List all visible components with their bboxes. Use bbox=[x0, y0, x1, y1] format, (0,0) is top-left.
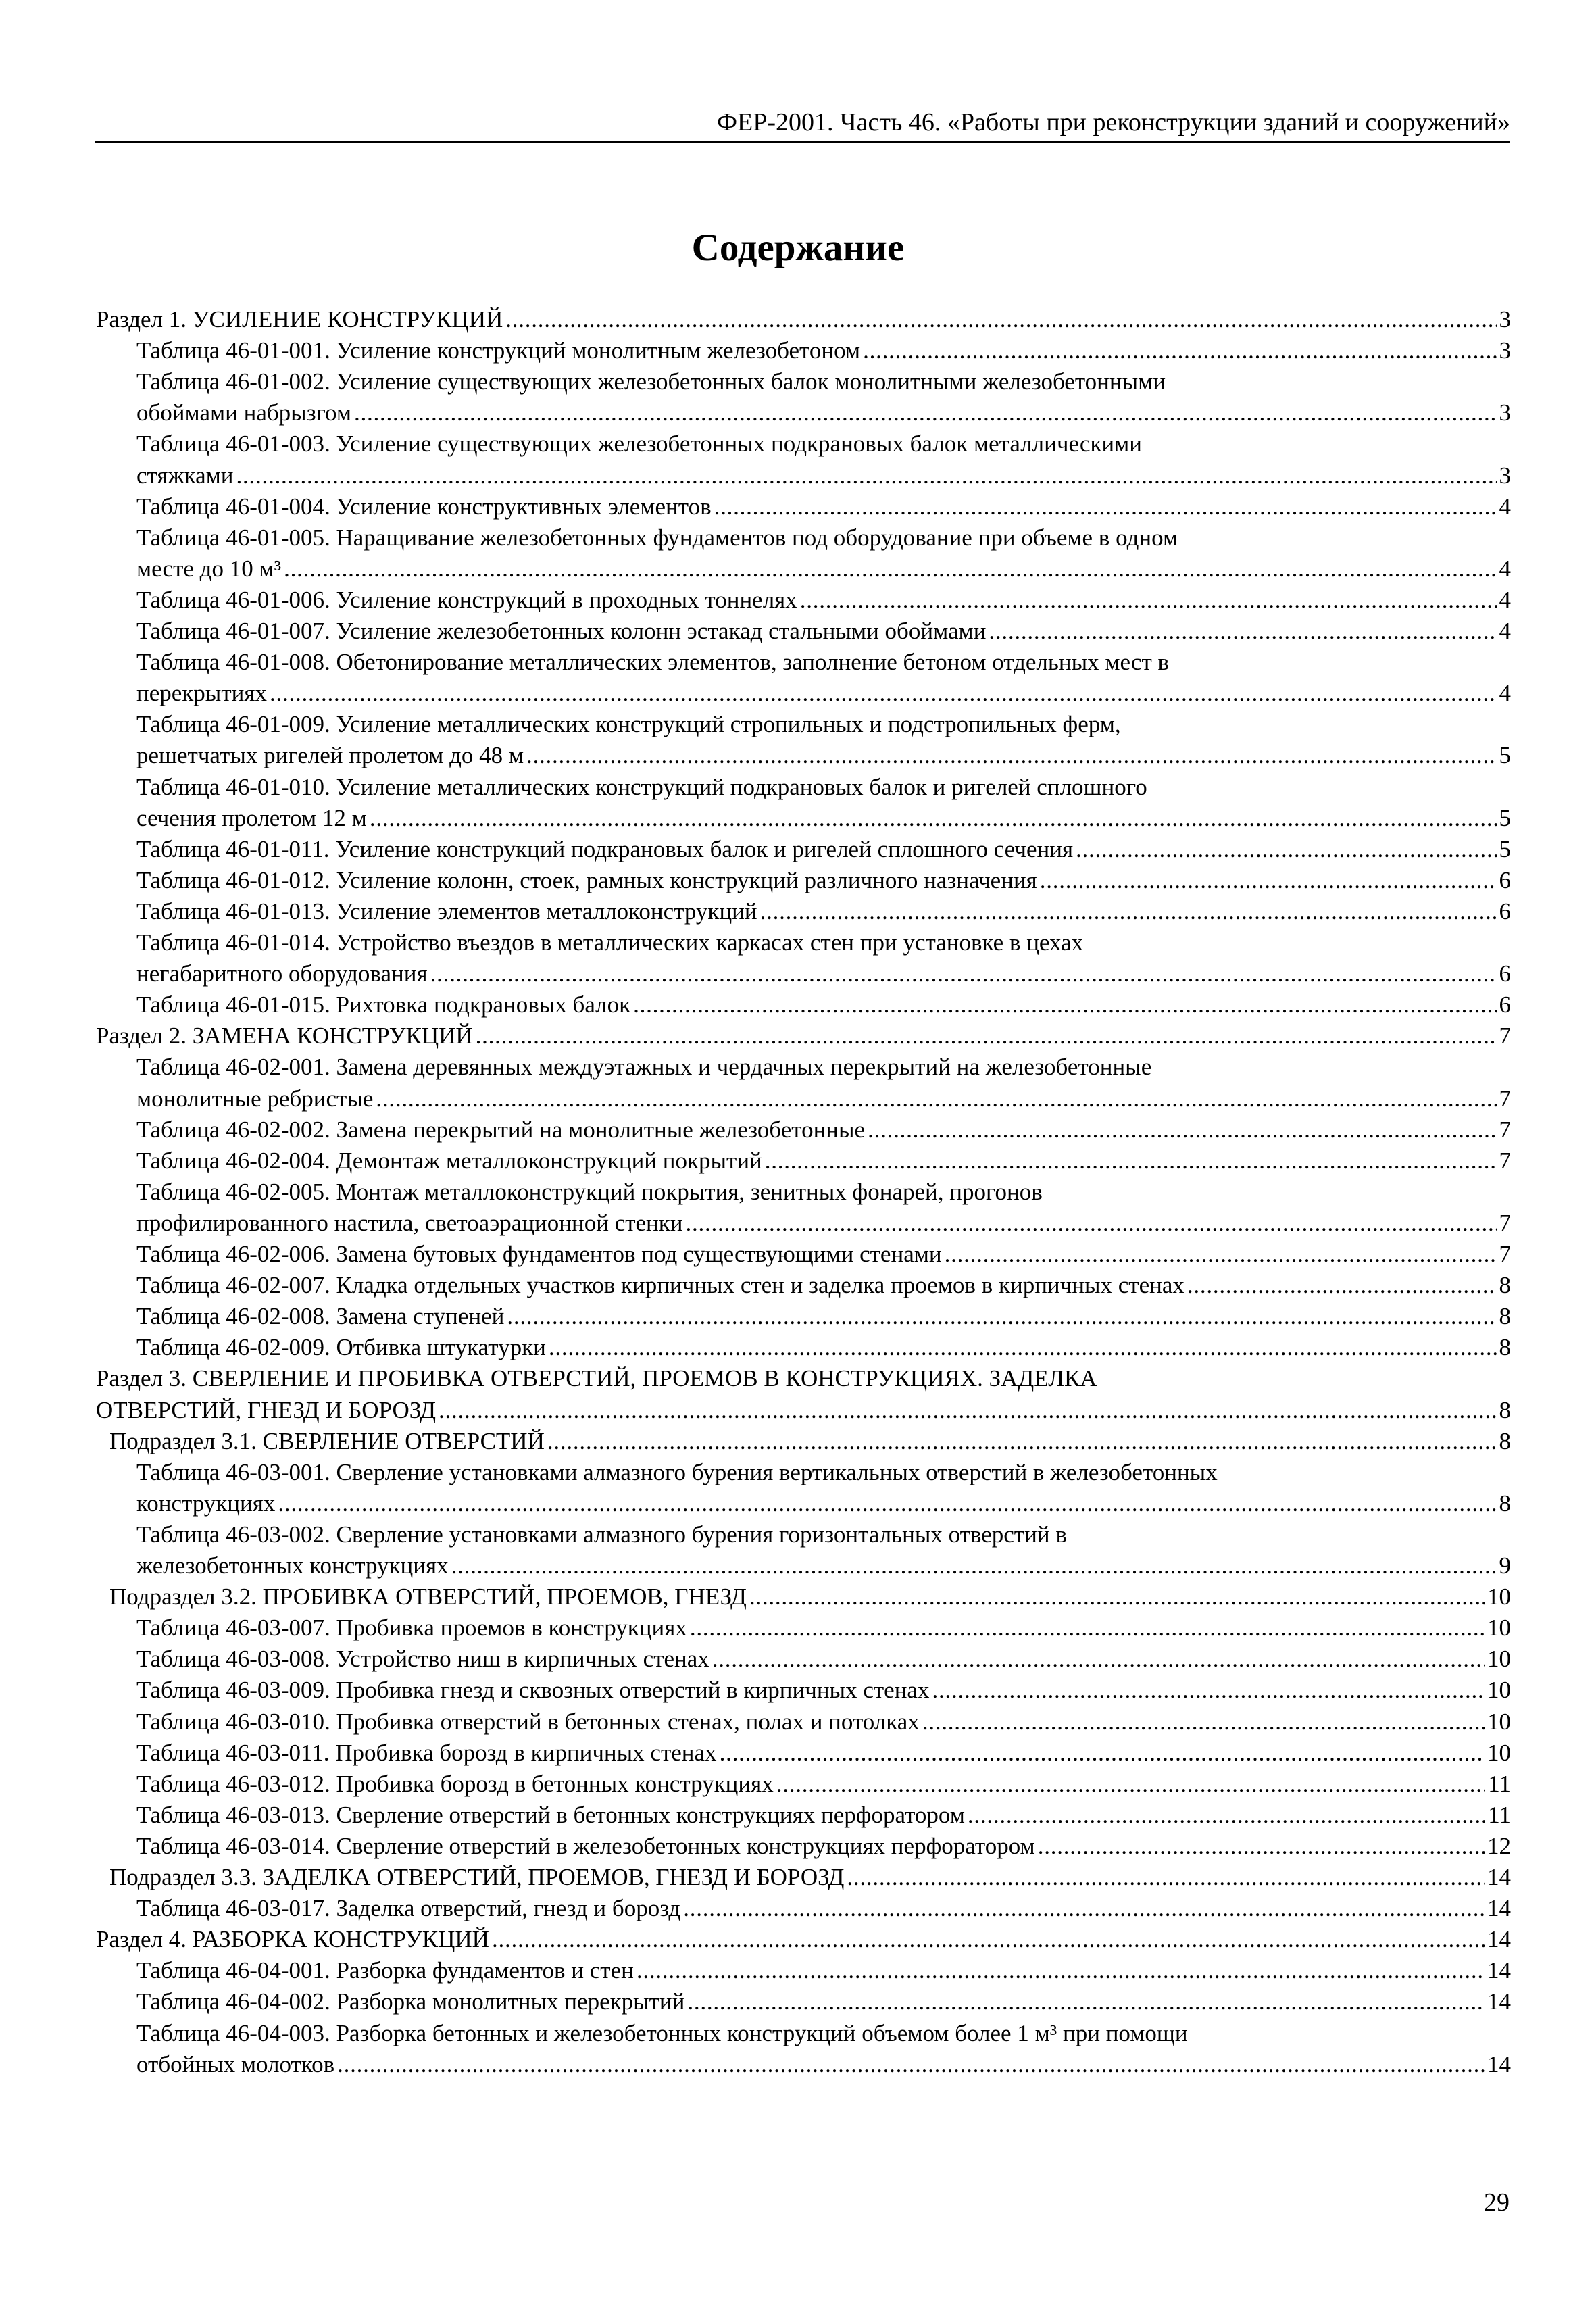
dot-leader bbox=[278, 1490, 1496, 1517]
toc-entry bbox=[136, 1988, 1511, 2015]
dot-leader bbox=[690, 1614, 1485, 1642]
toc-page-ref: 8 bbox=[1499, 1490, 1511, 1517]
toc-page-ref: 8 bbox=[1499, 1272, 1511, 1299]
toc-entry-title: Таблица 46-03-002. Сверление установками алмазного бурения горизонтальных отверстий в bbox=[136, 1521, 1067, 1548]
toc-entry-title: Таблица 46-03-011. Пробивка борозд в кирпичных стенах bbox=[136, 1739, 717, 1766]
dot-leader bbox=[765, 1147, 1497, 1175]
toc-entry-continued bbox=[136, 368, 1511, 395]
toc-entry-title: Таблица 46-03-012. Пробивка борозд в бетонных конструкциях bbox=[136, 1770, 774, 1797]
dot-leader bbox=[683, 1894, 1485, 1922]
toc-entry-title: стяжками bbox=[136, 462, 234, 489]
toc-page-ref: 6 bbox=[1499, 991, 1511, 1018]
toc-entry-continued bbox=[136, 1458, 1511, 1486]
toc-entry-continued bbox=[136, 1178, 1511, 1206]
toc-entry bbox=[136, 1645, 1511, 1673]
toc-page-ref: 7 bbox=[1499, 1085, 1511, 1112]
toc-page-ref: 7 bbox=[1499, 1023, 1511, 1050]
toc-entry-title: Таблица 46-01-014. Устройство въездов в металлических каркасах стен при установке в цехах bbox=[136, 929, 1084, 956]
toc-entry-title: Подраздел 3.2. ПРОБИВКА ОТВЕРСТИЙ, ПРОЕМОВ, ГНЕЗД bbox=[109, 1583, 747, 1610]
toc-entry-title: Таблица 46-02-001. Замена деревянных междуэтажных и чердачных перекрытий на железобетонные bbox=[136, 1054, 1152, 1081]
dot-leader bbox=[337, 2050, 1485, 2078]
toc-entry-title: Таблица 46-03-009. Пробивка гнезд и сквозных отверстий в кирпичных стенах bbox=[136, 1677, 930, 1704]
toc-entry-title: месте до 10 м³ bbox=[136, 555, 282, 582]
toc-entry-title: Таблица 46-01-015. Рихтовка подкрановых балок bbox=[136, 991, 631, 1018]
toc-page-ref: 14 bbox=[1487, 1957, 1511, 1984]
toc-entry bbox=[109, 1863, 1511, 1891]
toc-entry-title: Таблица 46-02-004. Демонтаж металлоконструкций покрытий bbox=[136, 1147, 762, 1174]
toc-entry-title: Таблица 46-03-017. Заделка отверстий, гнезд и борозд bbox=[136, 1895, 681, 1922]
toc-entry bbox=[136, 741, 1511, 769]
toc-entry-title: Таблица 46-04-003. Разборка бетонных и железобетонных конструкций объемом более 1 м³ при помощи bbox=[136, 2019, 1188, 2046]
toc-entry bbox=[136, 897, 1511, 925]
toc-entry bbox=[109, 1427, 1511, 1455]
dot-leader bbox=[749, 1583, 1485, 1610]
toc-entry-title: Таблица 46-03-001. Сверление установками алмазного бурения вертикальных отверстий в железобетонных bbox=[136, 1458, 1218, 1485]
toc-page-ref: 10 bbox=[1487, 1708, 1511, 1735]
toc-entry-title: Таблица 46-02-005. Монтаж металлоконструкций покрытия, зенитных фонарей, прогонов bbox=[136, 1178, 1043, 1205]
toc-entry bbox=[136, 835, 1511, 863]
dot-leader bbox=[270, 679, 1497, 707]
toc-entry-title: Таблица 46-02-009. Отбивка штукатурки bbox=[136, 1334, 546, 1361]
toc-page-ref: 10 bbox=[1487, 1677, 1511, 1704]
dot-leader bbox=[476, 1022, 1497, 1050]
dot-leader bbox=[863, 337, 1496, 364]
toc-entry-title: Таблица 46-01-007. Усиление железобетонных колонн эстакад стальными обоймами bbox=[136, 618, 987, 644]
dot-leader bbox=[712, 1645, 1485, 1673]
toc-page-ref: 3 bbox=[1499, 306, 1511, 333]
dot-leader bbox=[968, 1801, 1485, 1829]
toc-entry-title: железобетонных конструкциях bbox=[136, 1552, 449, 1579]
toc-entry bbox=[136, 1708, 1511, 1736]
toc-page-ref: 6 bbox=[1499, 960, 1511, 987]
toc-page-ref: 14 bbox=[1487, 1895, 1511, 1922]
dot-leader bbox=[720, 1739, 1485, 1767]
toc-entry bbox=[96, 305, 1511, 333]
toc-entry-title: Таблица 46-02-006. Замена бутовых фундаментов под существующими стенами bbox=[136, 1241, 942, 1267]
toc-entry bbox=[96, 1022, 1511, 1050]
toc-page-ref: 7 bbox=[1499, 1209, 1511, 1236]
toc-entry-title: Таблица 46-02-007. Кладка отдельных участков кирпичных стен и заделка проемов в кирпичных стенах bbox=[136, 1272, 1184, 1299]
toc-entry-title: Таблица 46-03-010. Пробивка отверстий в бетонных стенах, полах и потолках bbox=[136, 1708, 920, 1735]
toc-entry bbox=[136, 493, 1511, 520]
toc-entry bbox=[136, 1739, 1511, 1767]
dot-leader bbox=[800, 586, 1497, 614]
toc-page-ref: 7 bbox=[1499, 1241, 1511, 1267]
toc-page-ref: 3 bbox=[1499, 399, 1511, 426]
toc-entry-title: негабаритного оборудования bbox=[136, 960, 428, 987]
toc-entry-continued bbox=[96, 1364, 1511, 1392]
dot-leader bbox=[714, 493, 1497, 520]
toc-entry bbox=[136, 399, 1511, 426]
toc-page-ref: 10 bbox=[1487, 1739, 1511, 1766]
toc-entry-title: Таблица 46-01-005. Наращивание железобетонных фундаментов под оборудование при объеме в одном bbox=[136, 524, 1178, 551]
dot-leader bbox=[526, 741, 1496, 769]
toc-entry-title: монолитные ребристые bbox=[136, 1085, 374, 1112]
toc-page-ref: 4 bbox=[1499, 586, 1511, 613]
toc-page-ref: 3 bbox=[1499, 462, 1511, 489]
toc-entry-title: Таблица 46-01-013. Усиление элементов металлоконструкций bbox=[136, 897, 757, 925]
toc-entry bbox=[136, 1209, 1511, 1237]
toc-entry-continued bbox=[136, 648, 1511, 676]
toc-entry-continued bbox=[136, 1053, 1511, 1081]
dot-leader bbox=[549, 1333, 1497, 1361]
toc-entry-title: Раздел 4. РАЗБОРКА КОНСТРУКЦИЙ bbox=[96, 1926, 489, 1953]
toc-entry bbox=[136, 1147, 1511, 1175]
toc-page-ref: 5 bbox=[1499, 742, 1511, 769]
toc-entry-title: Таблица 46-03-014. Сверление отверстий в железобетонных конструкциях перфоратором bbox=[136, 1832, 1035, 1859]
toc-page-ref: 8 bbox=[1499, 1396, 1511, 1423]
dot-leader bbox=[922, 1708, 1485, 1736]
toc-page-ref: 8 bbox=[1499, 1427, 1511, 1454]
dot-leader bbox=[236, 462, 1497, 489]
toc-entry bbox=[136, 462, 1511, 489]
toc-page-ref: 14 bbox=[1487, 1926, 1511, 1953]
toc-page-ref: 11 bbox=[1488, 1801, 1511, 1828]
toc-entry bbox=[136, 2050, 1511, 2078]
toc-entry-title: Таблица 46-01-006. Усиление конструкций в проходных тоннелях bbox=[136, 586, 797, 613]
toc-entry-title: ОТВЕРСТИЙ, ГНЕЗД И БОРОЗД bbox=[96, 1396, 436, 1423]
dot-leader bbox=[932, 1676, 1485, 1704]
toc-entry-title: Таблица 46-01-003. Усиление существующих железобетонных подкрановых балок металлическими bbox=[136, 430, 1143, 458]
toc-page-ref: 4 bbox=[1499, 555, 1511, 582]
toc-entry-title: Таблица 46-04-002. Разборка монолитных перекрытий bbox=[136, 1988, 685, 2015]
toc-entry bbox=[136, 617, 1511, 645]
toc-entry-title: решетчатых ригелей пролетом до 48 м bbox=[136, 742, 524, 769]
toc-page-ref: 14 bbox=[1487, 1864, 1511, 1890]
toc-entry-continued bbox=[136, 430, 1511, 458]
toc-entry bbox=[136, 1956, 1511, 1984]
toc-page-ref: 4 bbox=[1499, 493, 1511, 520]
toc-entry bbox=[136, 991, 1511, 1018]
toc-page-ref: 3 bbox=[1499, 337, 1511, 364]
toc-entry-title: Таблица 46-02-002. Замена перекрытий на монолитные железобетонные bbox=[136, 1116, 866, 1143]
dot-leader bbox=[687, 1988, 1485, 2015]
toc-page-ref: 14 bbox=[1487, 2050, 1511, 2077]
toc-entry-title: конструкциях bbox=[136, 1490, 276, 1517]
toc-entry-title: обоймами набрызгом bbox=[136, 399, 351, 426]
toc-entry bbox=[136, 866, 1511, 894]
dot-leader bbox=[760, 897, 1497, 925]
toc-page-ref: 10 bbox=[1487, 1583, 1511, 1610]
toc-entry-title: Таблица 46-02-008. Замена ступеней bbox=[136, 1303, 505, 1330]
toc-page-ref: 8 bbox=[1499, 1303, 1511, 1330]
toc-page-ref: 10 bbox=[1487, 1615, 1511, 1642]
toc-entry bbox=[136, 1085, 1511, 1112]
toc-entry-continued bbox=[136, 1521, 1511, 1548]
toc-entry bbox=[136, 1302, 1511, 1330]
dot-leader bbox=[451, 1552, 1497, 1579]
dot-leader bbox=[492, 1925, 1485, 1953]
dot-leader bbox=[868, 1116, 1496, 1143]
toc-entry bbox=[136, 1271, 1511, 1299]
toc-page-ref: 6 bbox=[1499, 897, 1511, 925]
toc-page-ref: 10 bbox=[1487, 1646, 1511, 1673]
toc-entry-title: Таблица 46-03-013. Сверление отверстий в бетонных конструкциях перфоратором bbox=[136, 1801, 965, 1828]
toc-entry-continued bbox=[136, 2019, 1511, 2047]
toc-entry bbox=[136, 1894, 1511, 1922]
dot-leader bbox=[637, 1956, 1485, 1984]
toc-entry-title: Таблица 46-01-009. Усиление металлических конструкций стропильных и подстропильных ферм, bbox=[136, 711, 1121, 738]
toc-entry bbox=[136, 804, 1511, 832]
toc-entry bbox=[136, 1676, 1511, 1704]
header-rule bbox=[95, 141, 1510, 143]
toc-page-ref: 14 bbox=[1487, 1988, 1511, 2015]
toc-entry-title: Таблица 46-01-004. Усиление конструктивных элементов bbox=[136, 493, 712, 520]
dot-leader bbox=[430, 960, 1497, 987]
dot-leader bbox=[989, 617, 1496, 645]
toc-entry-title: Раздел 3. СВЕРЛЕНИЕ И ПРОБИВКА ОТВЕРСТИЙ, ПРОЕМОВ В КОНСТРУКЦИЯХ. ЗАДЕЛКА bbox=[96, 1365, 1097, 1392]
toc-entry bbox=[136, 1801, 1511, 1829]
dot-leader bbox=[376, 1085, 1496, 1112]
dot-leader bbox=[945, 1240, 1497, 1268]
toc-entry-continued bbox=[136, 524, 1511, 551]
toc-entry bbox=[136, 555, 1511, 583]
toc-entry-continued bbox=[136, 929, 1511, 956]
toc-page-ref: 11 bbox=[1488, 1770, 1511, 1797]
toc-entry bbox=[136, 1490, 1511, 1517]
dot-leader bbox=[1187, 1271, 1497, 1299]
toc-page-ref: 8 bbox=[1499, 1334, 1511, 1361]
toc-entry-title: Подраздел 3.1. СВЕРЛЕНИЕ ОТВЕРСТИЙ bbox=[109, 1427, 545, 1454]
page-number: 29 bbox=[1484, 2188, 1510, 2217]
dot-leader bbox=[847, 1863, 1485, 1891]
toc-entry bbox=[136, 1770, 1511, 1798]
toc-entry bbox=[136, 586, 1511, 614]
toc-entry bbox=[136, 1552, 1511, 1579]
toc-entry bbox=[96, 1925, 1511, 1953]
toc-entry bbox=[109, 1583, 1511, 1610]
dot-leader bbox=[507, 1302, 1496, 1330]
toc-entry bbox=[136, 1614, 1511, 1642]
toc-entry-title: сечения пролетом 12 м bbox=[136, 804, 367, 831]
toc-entry-continued bbox=[136, 710, 1511, 738]
toc-page-ref: 7 bbox=[1499, 1147, 1511, 1174]
toc-entry bbox=[136, 960, 1511, 987]
toc-entry-title: Подраздел 3.3. ЗАДЕЛКА ОТВЕРСТИЙ, ПРОЕМОВ, ГНЕЗД И БОРОЗД bbox=[109, 1864, 845, 1890]
dot-leader bbox=[776, 1770, 1486, 1798]
toc-page-ref: 5 bbox=[1499, 835, 1511, 862]
dot-leader bbox=[686, 1209, 1497, 1237]
toc-entry bbox=[96, 1396, 1511, 1424]
toc-entry-title: Раздел 2. ЗАМЕНА КОНСТРУКЦИЙ bbox=[96, 1023, 473, 1050]
toc-entry-title: отбойных молотков bbox=[136, 2050, 335, 2077]
dot-leader bbox=[370, 804, 1497, 832]
toc-page-ref: 9 bbox=[1499, 1552, 1511, 1579]
page-title: Содержание bbox=[691, 226, 905, 269]
dot-leader bbox=[1040, 866, 1497, 894]
toc-entry bbox=[136, 1333, 1511, 1361]
dot-leader bbox=[505, 305, 1496, 333]
dot-leader bbox=[1076, 835, 1496, 863]
toc-entry-title: Таблица 46-01-010. Усиление металлических конструкций подкрановых балок и ригелей сплошного bbox=[136, 773, 1147, 800]
running-header: ФЕР-2001. Часть 46. «Работы при реконструкции зданий и сооружений» bbox=[716, 108, 1510, 137]
toc-page-ref: 5 bbox=[1499, 804, 1511, 831]
toc-entry-title: профилированного настила, светоаэрационной стенки bbox=[136, 1209, 683, 1236]
toc-entry-continued bbox=[136, 773, 1511, 801]
toc-entry bbox=[136, 337, 1511, 364]
toc-entry-title: Таблица 46-03-008. Устройство ниш в кирпичных стенах bbox=[136, 1646, 709, 1673]
toc-entry-title: Таблица 46-03-007. Пробивка проемов в конструкциях bbox=[136, 1615, 687, 1642]
toc-entry-title: Таблица 46-01-001. Усиление конструкций монолитным железобетоном bbox=[136, 337, 861, 364]
toc-entry-title: перекрытиях bbox=[136, 680, 267, 707]
toc-page-ref: 6 bbox=[1499, 866, 1511, 893]
dot-leader bbox=[633, 991, 1496, 1018]
toc-entry bbox=[136, 1832, 1511, 1860]
toc-page-ref: 4 bbox=[1499, 618, 1511, 644]
dot-leader bbox=[547, 1427, 1497, 1455]
dot-leader bbox=[354, 399, 1497, 426]
toc-page-ref: 7 bbox=[1499, 1116, 1511, 1143]
toc-entry-title: Таблица 46-01-011. Усиление конструкций подкрановых балок и ригелей сплошного сечения bbox=[136, 835, 1074, 862]
toc-entry-title: Таблица 46-01-008. Обетонирование металлических элементов, заполнение бетоном отдельных мест в bbox=[136, 649, 1170, 676]
toc-entry-title: Таблица 46-01-002. Усиление существующих железобетонных балок монолитными железобетонными bbox=[136, 368, 1166, 395]
dot-leader bbox=[1038, 1832, 1485, 1860]
toc-page-ref: 4 bbox=[1499, 680, 1511, 707]
toc-page-ref: 12 bbox=[1487, 1832, 1511, 1859]
toc-entry-title: Раздел 1. УСИЛЕНИЕ КОНСТРУКЦИЙ bbox=[96, 306, 503, 333]
toc-entry-title: Таблица 46-01-012. Усиление колонн, стоек, рамных конструкций различного назначения bbox=[136, 866, 1037, 893]
dot-leader bbox=[284, 555, 1496, 583]
toc-entry bbox=[136, 1240, 1511, 1268]
dot-leader bbox=[439, 1396, 1497, 1424]
toc-entry bbox=[136, 1116, 1511, 1143]
toc-entry bbox=[136, 679, 1511, 707]
toc-entry-title: Таблица 46-04-001. Разборка фундаментов и стен bbox=[136, 1957, 634, 1984]
